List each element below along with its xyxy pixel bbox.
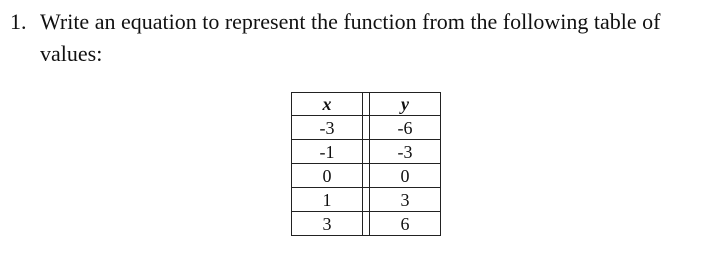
column-divider [363,212,370,236]
x-value: -1 [292,140,363,164]
table-row [292,116,441,140]
table-header-row [292,93,441,116]
question-number: 1. [10,9,27,34]
question-prompt: Write an equation to represent the function from the following table of [40,9,661,34]
question-line-2: values: [40,41,103,66]
table-row [292,140,441,164]
table-row [292,212,441,236]
question-line-1 [10,6,710,38]
column-divider [363,140,370,164]
column-divider [363,188,370,212]
x-column-header: x [292,93,363,116]
y-value: 0 [370,164,441,188]
y-value: -3 [370,140,441,164]
y-value: -6 [370,116,441,140]
x-value: 0 [292,164,363,188]
table-row [292,188,441,212]
y-value: 6 [370,212,441,236]
column-divider [363,116,370,140]
column-divider [363,164,370,188]
question-text [10,6,710,70]
column-divider [363,93,370,116]
x-value: -3 [292,116,363,140]
y-column-header: y [370,93,441,116]
x-value: 3 [292,212,363,236]
y-value: 3 [370,188,441,212]
function-values-table [291,92,441,236]
x-value: 1 [292,188,363,212]
table-row [292,164,441,188]
